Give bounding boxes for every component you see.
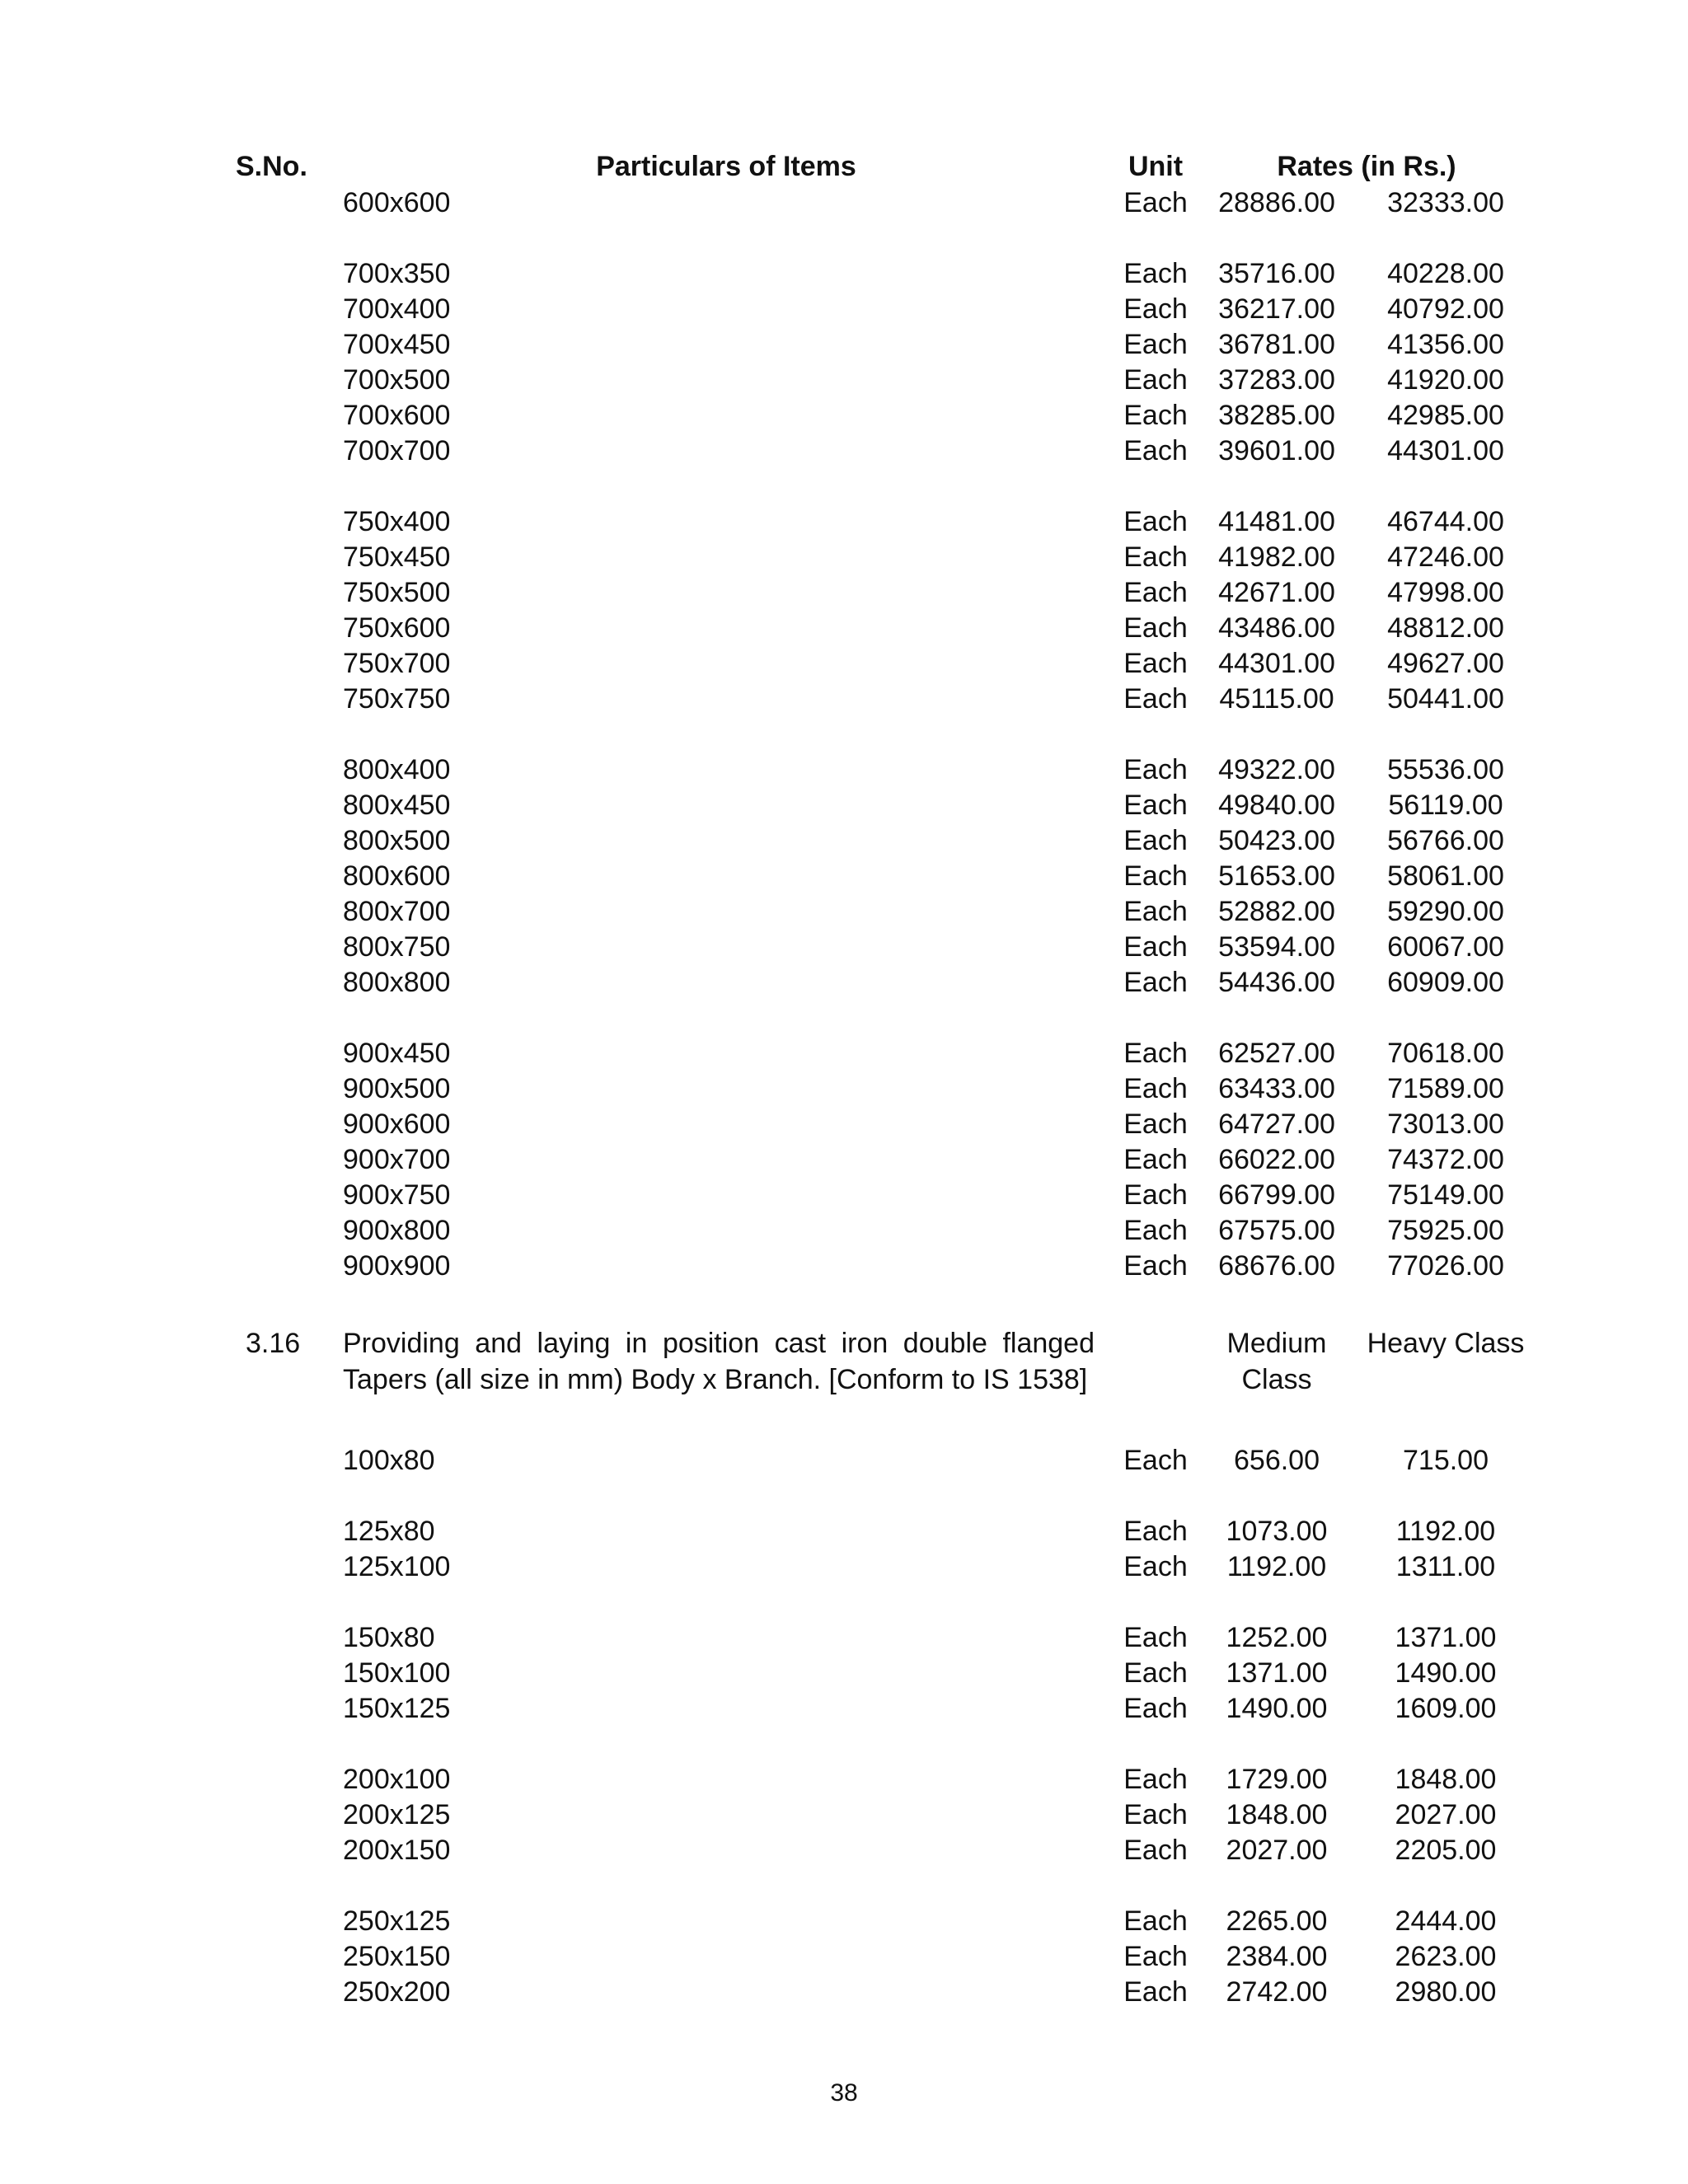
item-size: 750x750 (343, 683, 451, 715)
item-size: 200x150 (343, 1835, 451, 1866)
item-unit: Each (1123, 612, 1188, 644)
item-size: 800x500 (343, 825, 451, 856)
table-row (0, 1177, 1688, 1213)
rate-medium: 45115.00 (1219, 683, 1334, 715)
item-unit: Each (1123, 1764, 1188, 1795)
table-row (0, 1903, 1688, 1939)
item-unit: Each (1123, 1108, 1188, 1140)
rate-medium: 43486.00 (1218, 612, 1335, 644)
rate-medium: 1371.00 (1226, 1657, 1328, 1689)
rate-heavy: 1371.00 (1395, 1622, 1497, 1653)
rate-medium: 35716.00 (1218, 258, 1335, 289)
header-sno: S.No. (236, 151, 307, 182)
rate-medium: 1490.00 (1226, 1693, 1328, 1724)
table-row (0, 539, 1688, 575)
item-unit: Each (1123, 754, 1188, 785)
rate-medium: 28886.00 (1218, 187, 1335, 218)
item-unit: Each (1123, 364, 1188, 396)
table-row (0, 291, 1688, 327)
rate-heavy: 75925.00 (1387, 1215, 1504, 1246)
item-size: 700x350 (343, 258, 451, 289)
rate-heavy: 77026.00 (1387, 1250, 1504, 1282)
table-row (0, 255, 1688, 292)
item-unit: Each (1123, 967, 1188, 998)
rate-heavy: 1490.00 (1395, 1657, 1497, 1689)
item-unit: Each (1123, 329, 1188, 360)
item-size: 800x700 (343, 896, 451, 927)
rate-heavy: 73013.00 (1387, 1108, 1504, 1140)
table-row (0, 752, 1688, 788)
item-size: 150x80 (343, 1622, 435, 1653)
page-number: 38 (830, 2079, 858, 2107)
table-row (0, 787, 1688, 823)
header-unit: Unit (1128, 151, 1184, 182)
table-row (0, 1071, 1688, 1107)
rate-medium: 1729.00 (1226, 1764, 1328, 1795)
table-row (0, 1797, 1688, 1833)
rate-medium: 2742.00 (1226, 1976, 1328, 2008)
rate-medium: 38285.00 (1218, 400, 1335, 431)
rate-heavy: 50441.00 (1387, 683, 1504, 715)
medium-class-line: Class (1241, 1364, 1312, 1395)
rate-medium: 54436.00 (1218, 967, 1335, 998)
item-unit: Each (1123, 506, 1188, 537)
rate-heavy: 47998.00 (1387, 577, 1504, 608)
table-row (0, 1690, 1688, 1727)
rate-medium: 656.00 (1234, 1445, 1320, 1476)
item-size: 900x450 (343, 1038, 451, 1069)
table-row (0, 1141, 1688, 1178)
item-description-line: Tapers (all size in mm) Body x Branch. [Conform to IS 1538] (343, 1364, 1088, 1395)
item-unit: Each (1123, 896, 1188, 927)
table-row (0, 1212, 1688, 1249)
item-size: 750x500 (343, 577, 451, 608)
item-size: 800x800 (343, 967, 451, 998)
table-header (0, 148, 1688, 185)
item-size: 750x700 (343, 648, 451, 679)
table-row (0, 574, 1688, 611)
item-sno: 3.16 (246, 1328, 301, 1359)
item-unit: Each (1123, 258, 1188, 289)
rate-medium: 2384.00 (1226, 1941, 1328, 1972)
rate-medium: 51653.00 (1218, 860, 1335, 892)
table-row (0, 1938, 1688, 1975)
item-size: 700x500 (343, 364, 451, 396)
table-row (0, 326, 1688, 363)
medium-class-heading (1207, 1325, 1347, 1398)
item-size: 800x750 (343, 931, 451, 963)
table-row (0, 185, 1688, 221)
item-size: 600x600 (343, 187, 451, 218)
medium-class-line: Medium (1226, 1328, 1327, 1359)
table-row (0, 929, 1688, 965)
rate-medium: 2265.00 (1226, 1905, 1328, 1937)
rate-medium: 36781.00 (1218, 329, 1335, 360)
table-row (0, 681, 1688, 717)
item-unit: Each (1123, 1073, 1188, 1104)
rate-heavy: 2027.00 (1395, 1799, 1497, 1830)
item-description (343, 1325, 1095, 1398)
item-unit: Each (1123, 790, 1188, 821)
item-unit: Each (1123, 648, 1188, 679)
rate-heavy: 75149.00 (1387, 1179, 1504, 1211)
rate-medium: 63433.00 (1218, 1073, 1335, 1104)
rate-heavy: 55536.00 (1387, 754, 1504, 785)
item-size: 900x500 (343, 1073, 451, 1104)
rate-medium: 1252.00 (1226, 1622, 1328, 1653)
item-unit: Each (1123, 541, 1188, 573)
item-size: 200x100 (343, 1764, 451, 1795)
item-unit: Each (1123, 1941, 1188, 1972)
item-unit: Each (1123, 1551, 1188, 1582)
item-unit: Each (1123, 400, 1188, 431)
table-row (0, 1513, 1688, 1549)
rate-medium: 66022.00 (1218, 1144, 1335, 1175)
rate-heavy: 41920.00 (1387, 364, 1504, 396)
rate-heavy: 46744.00 (1387, 506, 1504, 537)
item-size: 750x450 (343, 541, 451, 573)
item-description-line: Providing and laying in position cast iron double flanged (343, 1328, 1095, 1359)
item-size: 700x450 (343, 329, 451, 360)
rate-heavy: 59290.00 (1387, 896, 1504, 927)
item-size: 800x600 (343, 860, 451, 892)
rate-medium: 41481.00 (1218, 506, 1335, 537)
rate-medium: 66799.00 (1218, 1179, 1335, 1211)
item-unit: Each (1123, 293, 1188, 325)
item-size: 200x125 (343, 1799, 451, 1830)
table-row (0, 362, 1688, 398)
rate-medium: 36217.00 (1218, 293, 1335, 325)
rate-heavy: 71589.00 (1387, 1073, 1504, 1104)
rate-medium: 42671.00 (1218, 577, 1335, 608)
table-row (0, 1035, 1688, 1071)
item-size: 250x125 (343, 1905, 451, 1937)
item-size: 900x900 (343, 1250, 451, 1282)
item-unit: Each (1123, 1144, 1188, 1175)
table-row (0, 504, 1688, 540)
rate-medium: 53594.00 (1218, 931, 1335, 963)
item-size: 750x600 (343, 612, 451, 644)
rate-heavy: 2980.00 (1395, 1976, 1497, 2008)
table-row (0, 1832, 1688, 1868)
heavy-class-heading: Heavy Class (1367, 1328, 1525, 1359)
item-unit: Each (1123, 1693, 1188, 1724)
rate-heavy: 1609.00 (1395, 1693, 1497, 1724)
table-row (0, 1549, 1688, 1585)
item-unit: Each (1123, 1835, 1188, 1866)
rate-medium: 1848.00 (1226, 1799, 1328, 1830)
rate-heavy: 56119.00 (1388, 790, 1503, 821)
table-row (0, 858, 1688, 894)
rate-heavy: 32333.00 (1387, 187, 1504, 218)
rate-heavy: 60909.00 (1387, 967, 1504, 998)
item-size: 150x100 (343, 1657, 451, 1689)
item-3-16 (0, 1325, 1688, 1404)
rate-heavy: 2444.00 (1395, 1905, 1497, 1937)
item-size: 150x125 (343, 1693, 451, 1724)
rate-heavy: 44301.00 (1387, 435, 1504, 466)
item-size: 250x200 (343, 1976, 451, 2008)
item-size: 125x100 (343, 1551, 451, 1582)
item-unit: Each (1123, 860, 1188, 892)
rate-heavy: 40792.00 (1387, 293, 1504, 325)
item-unit: Each (1123, 1799, 1188, 1830)
table-row (0, 1619, 1688, 1656)
item-size: 750x400 (343, 506, 451, 537)
rate-medium: 62527.00 (1218, 1038, 1335, 1069)
header-particulars: Particulars of Items (596, 151, 856, 182)
item-unit: Each (1123, 683, 1188, 715)
item-unit: Each (1123, 1215, 1188, 1246)
rate-medium: 52882.00 (1218, 896, 1335, 927)
item-size: 700x600 (343, 400, 451, 431)
rate-medium: 49840.00 (1218, 790, 1335, 821)
item-size: 700x700 (343, 435, 451, 466)
item-unit: Each (1123, 1038, 1188, 1069)
rate-heavy: 60067.00 (1387, 931, 1504, 963)
table-row (0, 1248, 1688, 1284)
item-size: 900x600 (343, 1108, 451, 1140)
rate-medium: 2027.00 (1226, 1835, 1328, 1866)
table-row (0, 823, 1688, 859)
rate-heavy: 58061.00 (1387, 860, 1504, 892)
table-row (0, 1106, 1688, 1142)
item-unit: Each (1123, 577, 1188, 608)
rate-heavy: 1192.00 (1395, 1516, 1496, 1547)
table-row (0, 893, 1688, 930)
item-unit: Each (1123, 825, 1188, 856)
item-unit: Each (1123, 1657, 1188, 1689)
item-size: 900x800 (343, 1215, 451, 1246)
table-row (0, 610, 1688, 646)
rate-heavy: 2623.00 (1395, 1941, 1497, 1972)
item-unit: Each (1123, 435, 1188, 466)
rate-medium: 67575.00 (1218, 1215, 1335, 1246)
rate-heavy: 42985.00 (1387, 400, 1504, 431)
rate-heavy: 40228.00 (1387, 258, 1504, 289)
item-size: 700x400 (343, 293, 451, 325)
rate-medium: 37283.00 (1218, 364, 1335, 396)
rate-medium: 50423.00 (1218, 825, 1335, 856)
item-unit: Each (1123, 1516, 1188, 1547)
table-row (0, 1761, 1688, 1797)
rate-heavy: 2205.00 (1395, 1835, 1497, 1866)
item-unit: Each (1123, 1250, 1188, 1282)
item-unit: Each (1123, 187, 1188, 218)
rate-heavy: 715.00 (1403, 1445, 1489, 1476)
table-row (0, 645, 1688, 682)
item-unit: Each (1123, 1976, 1188, 2008)
rate-medium: 1192.00 (1226, 1551, 1327, 1582)
rate-medium: 49322.00 (1218, 754, 1335, 785)
table-row (0, 433, 1688, 469)
table-row (0, 1442, 1688, 1479)
item-size: 100x80 (343, 1445, 435, 1476)
rate-heavy: 49627.00 (1387, 648, 1504, 679)
rate-heavy: 48812.00 (1387, 612, 1504, 644)
header-rates: Rates (in Rs.) (1277, 151, 1456, 182)
table-row (0, 1655, 1688, 1691)
item-unit: Each (1123, 1179, 1188, 1211)
rate-heavy: 74372.00 (1387, 1144, 1504, 1175)
item-size: 900x700 (343, 1144, 451, 1175)
table-row (0, 964, 1688, 1001)
table-row (0, 397, 1688, 434)
rate-medium: 44301.00 (1218, 648, 1335, 679)
rate-medium: 41982.00 (1218, 541, 1335, 573)
rate-medium: 64727.00 (1218, 1108, 1335, 1140)
item-size: 800x450 (343, 790, 451, 821)
rate-heavy: 47246.00 (1387, 541, 1504, 573)
item-size: 125x80 (343, 1516, 435, 1547)
rate-heavy: 70618.00 (1387, 1038, 1504, 1069)
rate-medium: 1073.00 (1226, 1516, 1328, 1547)
table-row (0, 1974, 1688, 2010)
item-unit: Each (1123, 931, 1188, 963)
rate-heavy: 41356.00 (1387, 329, 1504, 360)
rate-heavy: 1848.00 (1395, 1764, 1497, 1795)
item-size: 250x150 (343, 1941, 451, 1972)
rate-heavy: 1311.00 (1395, 1551, 1496, 1582)
item-size: 900x750 (343, 1179, 451, 1211)
rate-medium: 68676.00 (1218, 1250, 1335, 1282)
rate-medium: 39601.00 (1218, 435, 1335, 466)
item-size: 800x400 (343, 754, 451, 785)
item-unit: Each (1123, 1905, 1188, 1937)
item-unit: Each (1123, 1445, 1188, 1476)
rate-heavy: 56766.00 (1387, 825, 1504, 856)
item-unit: Each (1123, 1622, 1188, 1653)
